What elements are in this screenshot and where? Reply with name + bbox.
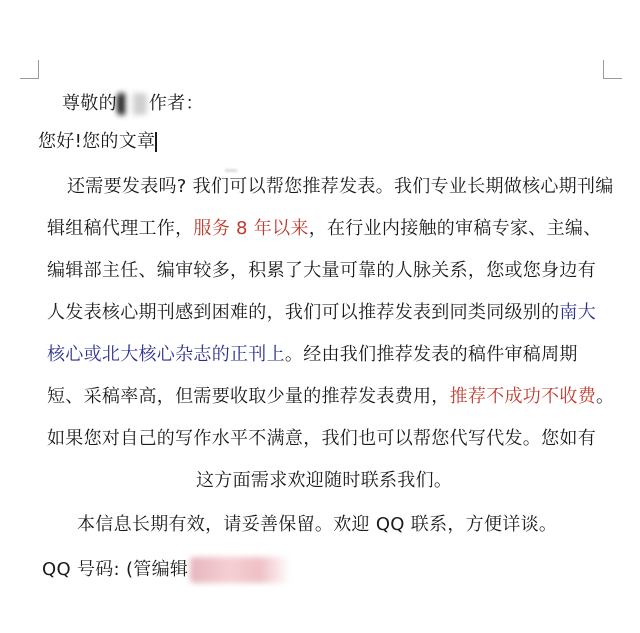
text-cursor [155,132,157,152]
validity-note-text: 本信息长期有效，请妥善保留。欢迎 QQ 联系，方便详谈。 [77,514,558,535]
paragraph-line-4-text-a: 人发表核心期刊感到困难的，我们可以推荐发表到同类同级别的 [47,302,560,323]
redacted-qq-number-blur [190,557,290,583]
page-corner-mark-top-left [20,60,39,79]
page-corner-mark-top-right [603,60,622,79]
paragraph-line-2-text-b: ，在行业内接触的审稿专家、主编、 [308,218,602,239]
paragraph-line-7-text: 如果您对自己的写作水平不满意，我们也可以帮您代写代发。您如有 [47,428,596,449]
no-success-no-fee-highlight: 推荐不成功不收费 [449,386,597,407]
salutation-line [62,92,204,116]
qq-label: QQ 号码: (管编辑 [42,559,189,580]
qq-contact-line [42,557,290,583]
paragraph-line-6-text-a: 短、采稿率高，但需要收取少量的推荐发表费用， [47,386,450,407]
greeting-line [38,130,157,154]
paragraph-line-7 [47,427,596,451]
paragraph-line-2-text-a: 辑组稿代理工作， [47,218,194,239]
paragraph-line-6-text-b: 。 [596,386,615,407]
paragraph-line-2 [47,217,602,241]
paragraph-line-8 [196,469,452,493]
greeting-text: 您好!您的文章 [38,131,156,152]
selection-artifact [225,169,237,172]
validity-note-line [77,513,557,537]
paragraph-line-8-text: 这方面需求欢迎随时联系我们。 [196,470,453,491]
paragraph-line-1 [67,175,614,199]
paragraph-line-4 [47,301,596,325]
paragraph-line-5-text-b: 。经由我们推荐发表的稿件审稿周期 [284,344,578,365]
service-years-highlight: 服务 8 年以来 [193,218,309,239]
salutation-prefix: 尊敬的 [62,93,117,114]
paragraph-line-6 [47,385,614,409]
paragraph-line-1-text: 还需要发表吗? 我们可以帮您推荐发表。我们专业长期做核心期刊编 [67,176,614,197]
paragraph-line-3-text: 编辑部主任、编审较多，积累了大量可靠的人脉关系，您或您身边有 [47,260,596,281]
redacted-name-blur [117,93,147,115]
journal-highlight-start: 南大 [559,302,597,323]
salutation-suffix: 作者： [148,93,204,114]
paragraph-line-5 [47,343,578,367]
journal-highlight-end: 核心或北大核心杂志的正刊上 [47,344,285,365]
paragraph-line-3 [47,259,596,283]
